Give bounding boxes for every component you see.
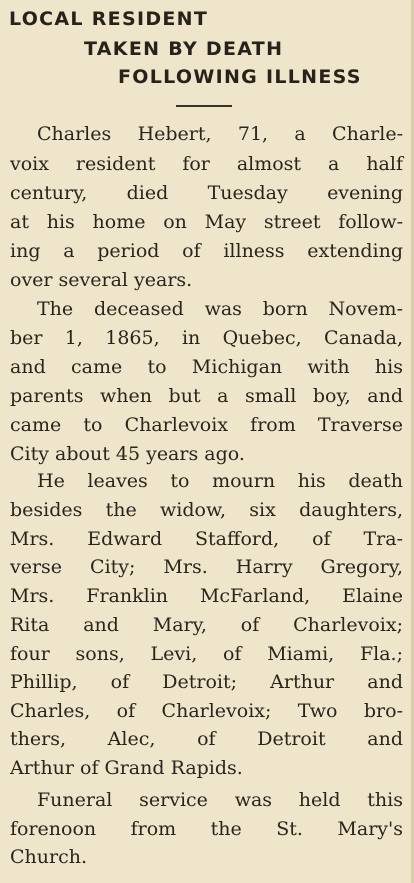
text-line: Charles, of Charlevoix; Two bro-: [10, 700, 403, 722]
text-line: Mrs. Edward Stafford, of Tra-: [10, 528, 403, 550]
text-line: verse City; Mrs. Harry Gregory,: [10, 556, 403, 578]
text-line: at his home on May street follow-: [10, 211, 403, 233]
text-line: voix resident for almost a half: [10, 153, 403, 175]
text-line: ing a period of illness extending: [10, 240, 403, 262]
text-line: century, died Tuesday evening: [10, 182, 403, 204]
text-line: over several years.: [10, 269, 193, 291]
text-line: thers, Alec, of Detroit and: [10, 728, 403, 750]
text-line: besides the widow, six daughters,: [10, 499, 403, 521]
text-line: Funeral service was held this: [37, 789, 403, 811]
text-line: City about 45 years ago.: [10, 443, 245, 465]
text-line: forenoon from the St. Mary's: [10, 818, 403, 840]
text-line: He leaves to mourn his death: [37, 470, 403, 492]
text-line: four sons, Levi, of Miami, Fla.;: [10, 643, 403, 665]
text-line: Rita and Mary, of Charlevoix;: [10, 614, 403, 636]
text-line: and came to Michigan with his: [10, 356, 403, 378]
text-line: came to Charlevoix from Traverse: [10, 414, 403, 436]
text-line: parents when but a small boy, and: [10, 385, 403, 407]
text-line: ber 1, 1865, in Quebec, Canada,: [10, 327, 403, 349]
text-line: Charles Hebert, 71, a Charle-: [37, 123, 403, 145]
headline-divider: [176, 105, 232, 107]
text-line: Arthur of Grand Rapids.: [10, 757, 243, 779]
text-line: Church.: [10, 846, 88, 868]
headline-line-3: FOLLOWING ILLNESS: [118, 66, 362, 88]
headline-line-1: LOCAL RESIDENT: [9, 8, 209, 30]
text-line: Mrs. Franklin McFarland, Elaine: [10, 585, 403, 607]
text-line: Phillip, of Detroit; Arthur and: [10, 671, 403, 693]
text-line: The deceased was born Novem-: [37, 298, 403, 320]
headline-line-2: TAKEN BY DEATH: [84, 38, 284, 60]
